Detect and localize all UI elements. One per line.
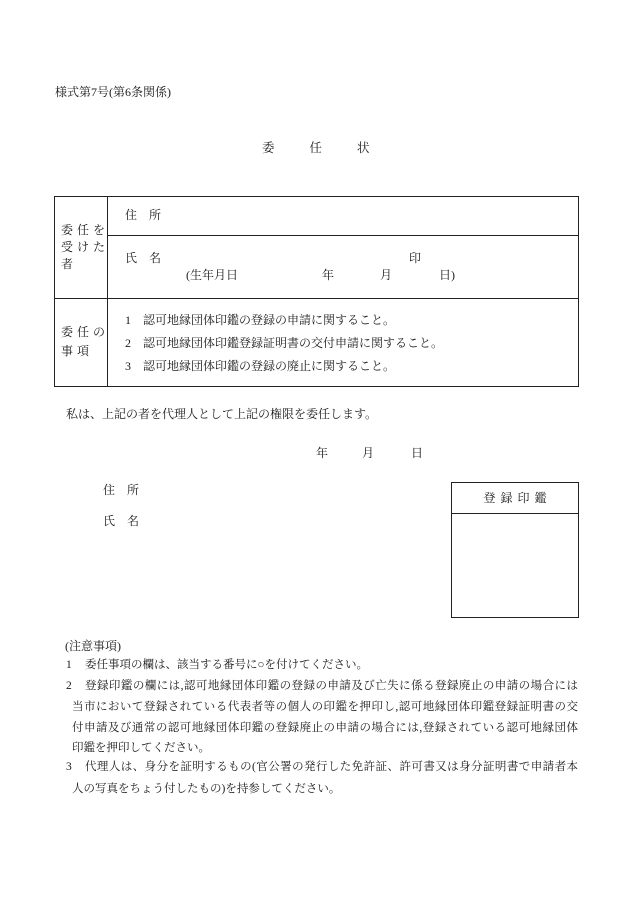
note-line: 人の写真をちょう付したもの)を持参してください。: [72, 783, 341, 795]
note-line: 付申請及び通常の認可地縁団体印鑑の登録廃止の申請の場合には,登録されている認可地縁団体: [72, 722, 578, 734]
agent-address-label: 住 所: [125, 208, 162, 222]
note-number: 1: [66, 659, 72, 671]
date-day: 日: [411, 446, 424, 460]
date-year: 年: [316, 446, 329, 460]
registered-seal-label: 登録印鑑: [483, 491, 552, 505]
date-month: 月: [362, 446, 375, 460]
notes-heading: (注意事項): [65, 639, 121, 653]
seal-box-divider: [452, 513, 578, 514]
matters-label: 委任の事項: [61, 325, 110, 358]
note-number: 3: [66, 761, 72, 773]
note-number: 2: [66, 680, 72, 692]
matter-number: 2: [125, 336, 131, 350]
note-line: 登録印鑑の欄には,認可地縁団体印鑑の登録の申請及び亡失に係る登録廃止の申請の場合には: [85, 680, 578, 692]
page-title: 委任状: [262, 141, 405, 155]
matter-item: 認可地縁団体印鑑の登録の申請に関すること。: [143, 313, 396, 327]
form-number: 様式第7号(第6条関係): [55, 85, 171, 99]
principal-name-label: 氏 名: [103, 514, 140, 528]
matter-item: 認可地縁団体印鑑登録証明書の交付申請に関すること。: [143, 336, 444, 350]
note-line: 委任事項の欄は、該当する番号に○を付けてください。: [85, 659, 368, 671]
note-line: 当市において登録されている代表者等の個人の印鑑を押印し,認可地縁団体印鑑登録証明書の交: [72, 701, 578, 713]
agent-label: 委任を受けた者: [61, 223, 110, 271]
birthdate-month: 月: [380, 268, 393, 282]
matter-item: 認可地縁団体印鑑の登録の廃止に関すること。: [143, 359, 396, 373]
principal-address-label: 住 所: [103, 483, 140, 497]
note-line: 印鑑を押印してください。: [72, 742, 210, 754]
birthdate-prefix: (生年月日: [186, 268, 238, 282]
delegation-statement: 私は、上記の者を代理人として上記の権限を委任します。: [66, 407, 378, 421]
table-row-divider: [54, 298, 579, 299]
agent-name-label: 氏 名: [125, 251, 162, 265]
registered-seal-box: [451, 482, 579, 618]
table-subrow-divider: [107, 235, 579, 236]
birthdate-year: 年: [322, 268, 335, 282]
note-line: 代理人は、身分を証明するもの(官公署の発行した免許証、許可書又は身分証明書で申請者本: [85, 761, 578, 773]
matter-number: 3: [125, 359, 131, 373]
matter-number: 1: [125, 313, 131, 327]
seal-mark: 印: [409, 251, 422, 265]
birthdate-day: 日): [439, 268, 455, 282]
